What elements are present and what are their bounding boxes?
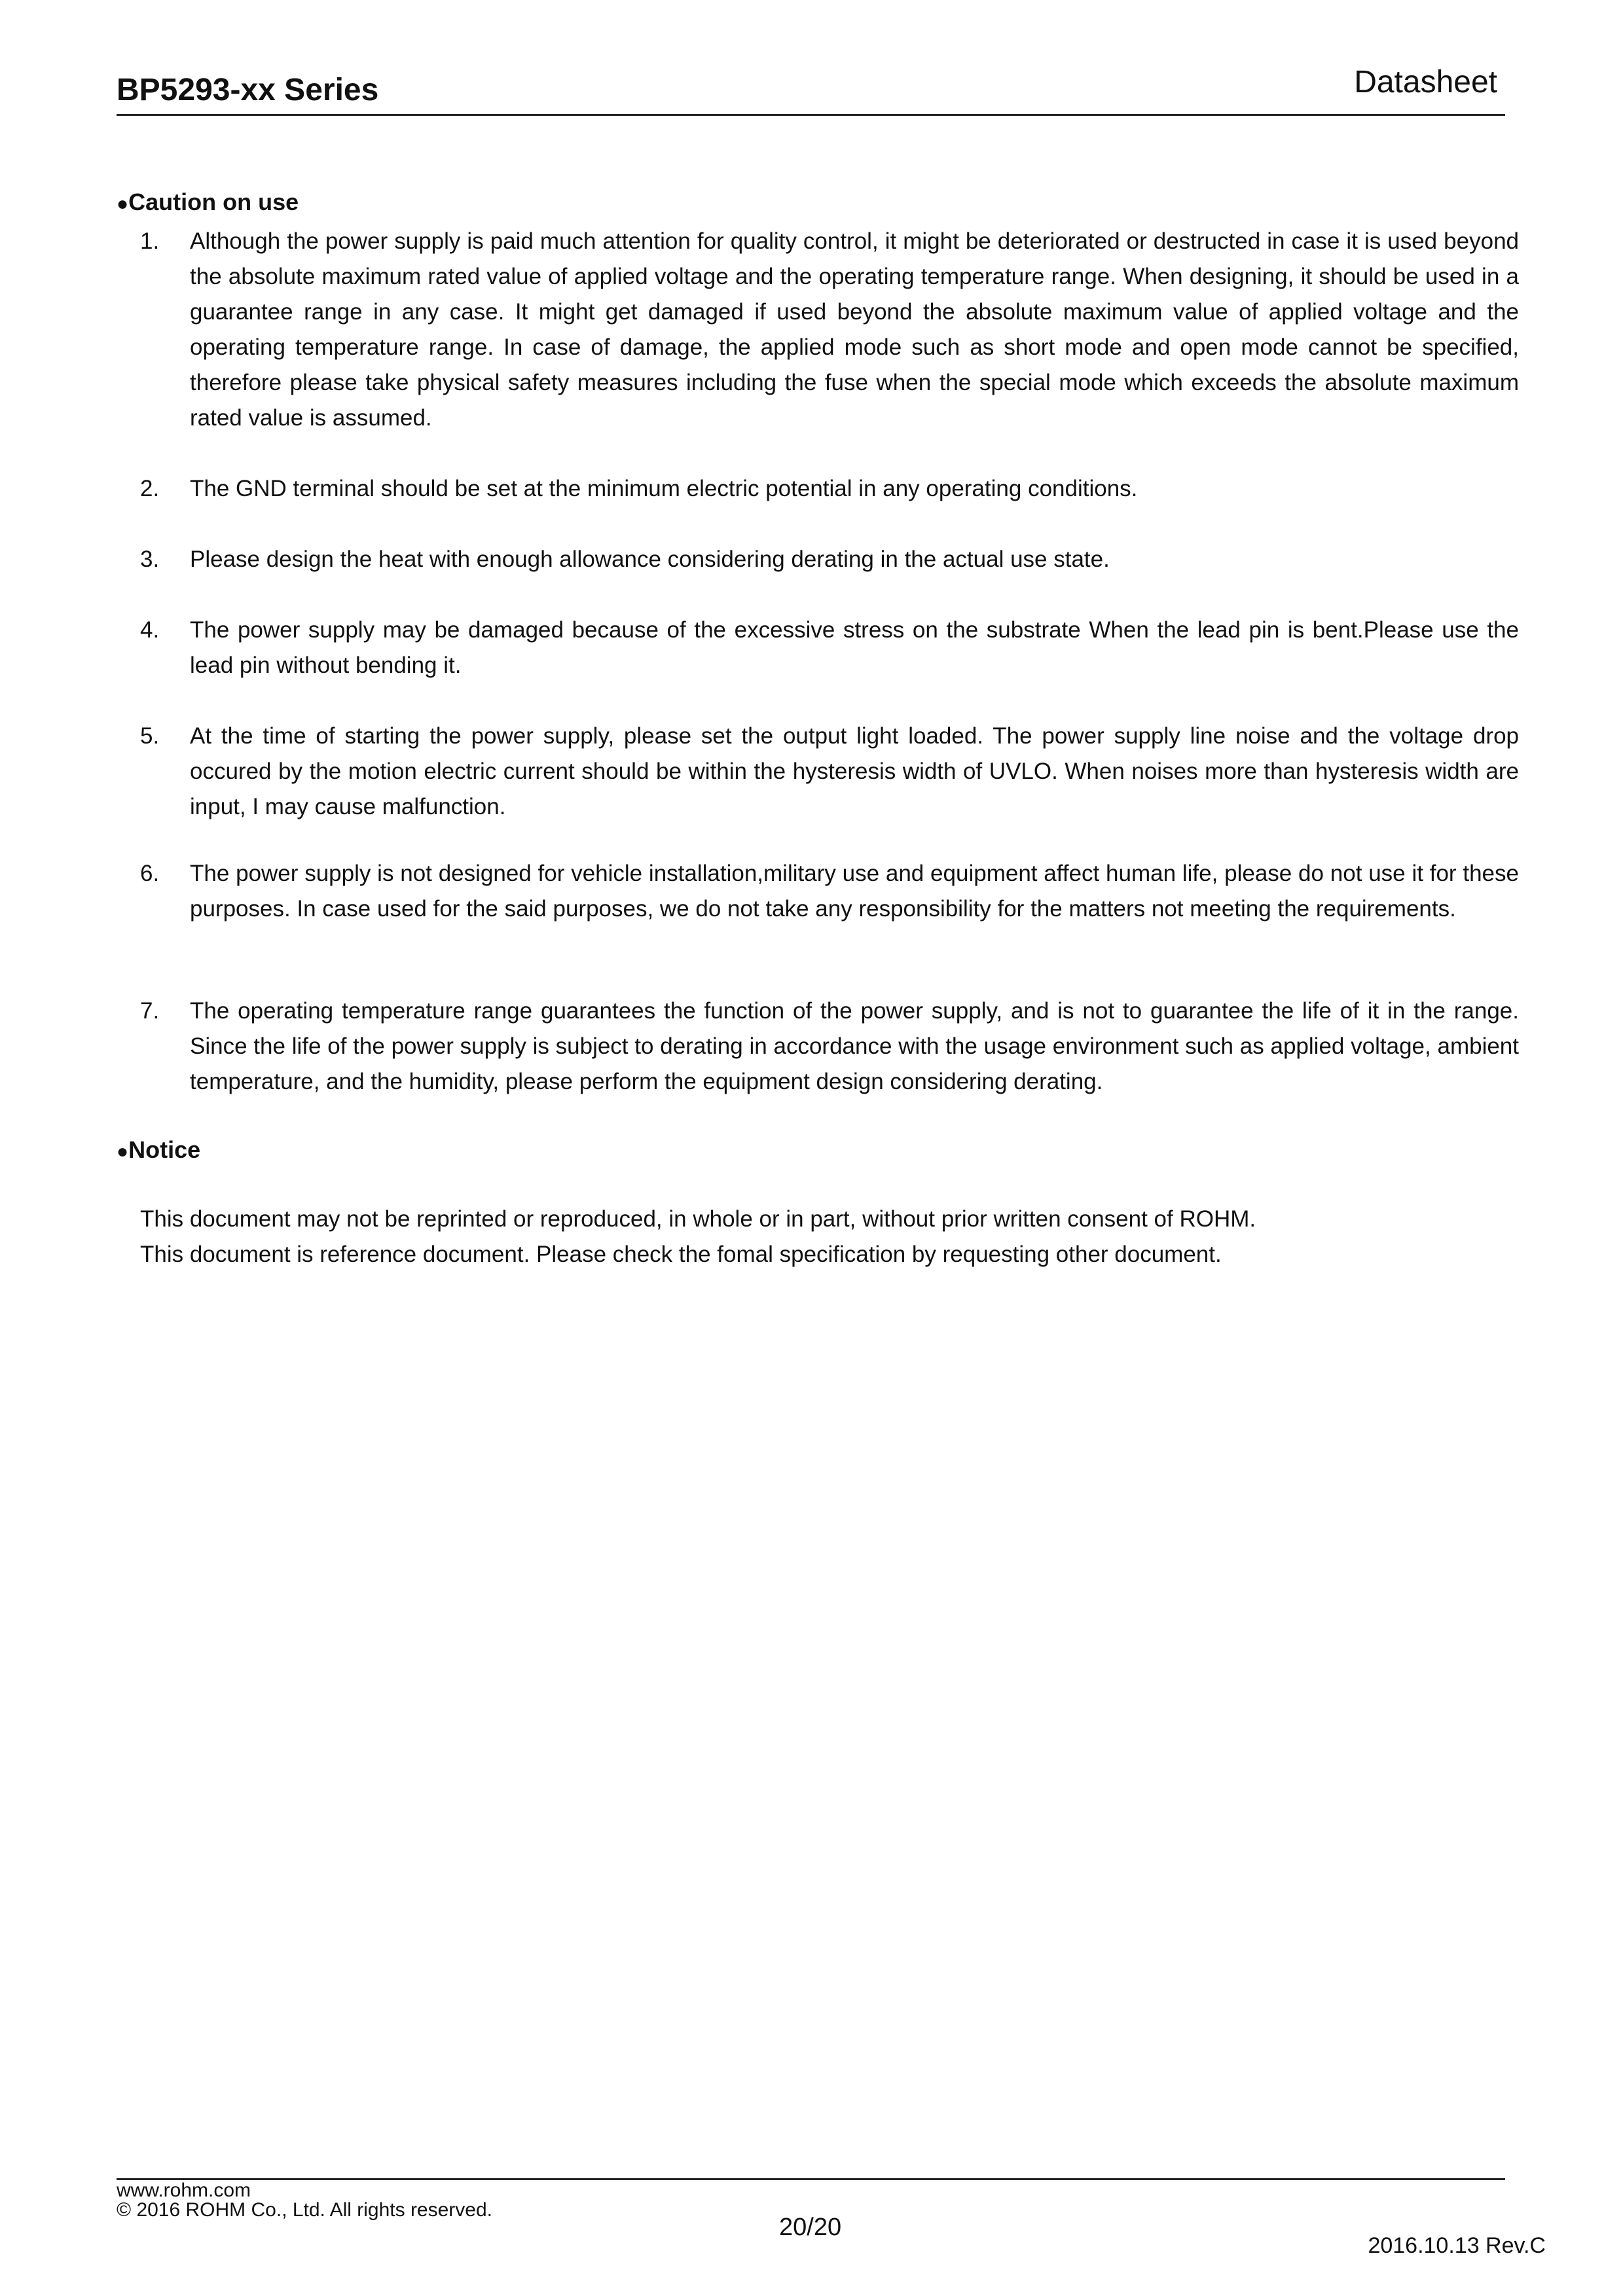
revision-date: 2016.10.13 Rev.C (1368, 2233, 1546, 2258)
caution-item-1 (140, 224, 1519, 440)
item-text: Please design the heat with enough allowance considering derating in the actual use state. (190, 547, 1110, 572)
notice-heading (117, 1136, 200, 1164)
footer-copyright: © 2016 ROHM Co., Ltd. All rights reserved. (117, 2199, 492, 2221)
caution-item-7 (140, 994, 1519, 1100)
caution-item-3 (140, 542, 1519, 577)
footer-url: www.rohm.com (117, 2179, 251, 2201)
item-number: 1. (140, 228, 160, 254)
notice-heading-text: Notice (128, 1136, 201, 1163)
datasheet-label: Datasheet (1354, 65, 1497, 99)
item-text: The operating temperature range guarantees the function of the power supply, and is not to guarantee the life of it in the range. Since the life of the power supply is subject to derating in accordance with the usage environment such as applied voltage, ambient temperature, and the humidity, please perform the equipment design considering derating. (190, 998, 1519, 1094)
footer-divider (117, 2178, 1505, 2180)
notice-line-1: This document may not be reprinted or reproduced, in whole or in part, without prior written consent of ROHM. (140, 1206, 1256, 1232)
item-number: 6. (140, 861, 160, 886)
caution-heading (117, 188, 299, 216)
caution-item-2 (140, 471, 1519, 507)
caution-item-5 (140, 719, 1519, 825)
item-number: 4. (140, 617, 160, 643)
item-text: At the time of starting the power supply, please set the output light loaded. The power supply line noise and the voltage drop occured by the motion electric current should be within the hysteresis width of UVLO. When noises more than hysteresis width are input, I may cause malfunction. (190, 723, 1519, 819)
item-text: The power supply is not designed for vehicle installation,military use and equipment affect human life, please do not use it for these purposes. In case used for the said purposes, we do not take any responsibility for the matters not meeting the requirements. (190, 861, 1519, 922)
page-number: 20/20 (779, 2214, 842, 2241)
caution-item-6 (140, 856, 1519, 962)
item-number: 2. (140, 476, 160, 501)
page-header (117, 63, 1505, 116)
item-number: 3. (140, 547, 160, 572)
item-number: 5. (140, 723, 160, 749)
item-text: The power supply may be damaged because of the excessive stress on the substrate When the lead pin is bent.Please use the lead pin without bending it. (190, 617, 1519, 678)
caution-heading-text: Caution on use (128, 188, 299, 215)
document-title: BP5293-xx Series (117, 73, 379, 107)
notice-line-2: This document is reference document. Please check the fomal specification by requesting other document. (140, 1242, 1222, 1267)
notice-bullet: ● (117, 1141, 129, 1162)
item-text: The GND terminal should be set at the minimum electric potential in any operating conditions. (190, 476, 1138, 501)
item-text: Although the power supply is paid much attention for quality control, it might be deteriorated or destructed in case it is used beyond the absolute maximum rated value of applied voltage and the operating temperature range. When designing, it should be used in a guarantee range in any case. It might get damaged if used beyond the absolute maximum value of applied voltage and the operating temperature range. In case of damage, the applied mode such as short mode and open mode cannot be specified, therefore please take physical safety measures including the fuse when the special mode which exceeds the absolute maximum rated value is assumed. (190, 228, 1519, 431)
caution-bullet: ● (117, 193, 129, 215)
caution-item-4 (140, 613, 1519, 683)
item-number: 7. (140, 998, 160, 1024)
